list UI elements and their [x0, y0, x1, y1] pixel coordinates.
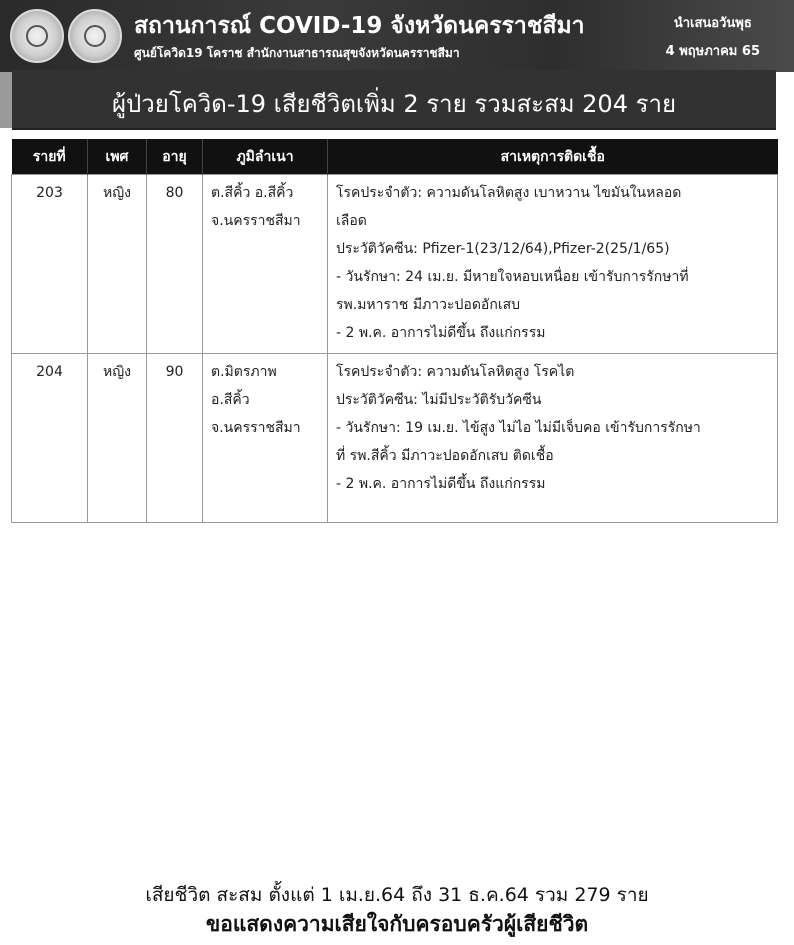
case-number: 203: [12, 175, 88, 354]
sex-cell: หญิง: [88, 354, 147, 523]
cause-cell: [328, 175, 778, 354]
presented-date-block: [666, 12, 760, 68]
domicile-cell: [203, 175, 328, 354]
provincial-seal-logo: [10, 9, 64, 63]
presented-label: นำเสนอวันพุธ: [673, 16, 752, 31]
table-row: [12, 354, 778, 523]
ministry-of-public-health-logo: [68, 9, 122, 63]
deaths-table: [11, 139, 778, 523]
cause-cell: [328, 354, 778, 523]
presented-date: 4 พฤษภาคม 65: [665, 44, 760, 59]
detail-line: - วันรักษา: 19 เม.ย. ไข้สูง ไม่ไอ ไม่มีเจ็บคอ เข้ารับการรักษา: [336, 420, 701, 436]
col-header-cause: สาเหตุการติดเชื้อ: [328, 139, 778, 175]
domicile-cell: [203, 354, 328, 523]
detail-line: - วันรักษา: 24 เม.ย. มีหายใจหอบเหนื่อย เข้ารับการรักษาที่: [336, 269, 689, 285]
col-header-age: อายุ: [147, 139, 203, 175]
detail-line: โรคประจำตัว: ความดันโลหิตสูง โรคไต: [336, 364, 575, 380]
header-bar: [0, 0, 794, 72]
domicile-line: จ.นครราชสีมา: [211, 213, 301, 229]
domicile-line: ต.สีคิ้ว อ.สีคิ้ว: [211, 185, 294, 201]
case-number: 204: [12, 354, 88, 523]
detail-line: รพ.มหาราช มีภาวะปอดอักเสบ: [336, 297, 521, 313]
detail-line: ประวัติวัคซีน: ไม่มีประวัติรับวัคซีน: [336, 392, 542, 408]
table-header-row: [12, 139, 778, 175]
page-subtitle: ศูนย์โควิด19 โคราช สำนักงานสาธารณสุขจังหวัดนครราชสีมา: [134, 46, 460, 60]
detail-line: เลือด: [336, 213, 367, 229]
col-header-sex: เพศ: [88, 139, 147, 175]
headline-banner: [12, 70, 776, 128]
page-title: สถานการณ์ COVID-19 จังหวัดนครราชสีมา: [134, 13, 585, 39]
sex-cell: หญิง: [88, 175, 147, 354]
side-strip: [0, 72, 12, 128]
col-header-case: รายที่: [12, 139, 88, 175]
cumulative-deaths-note: เสียชีวิต สะสม ตั้งแต่ 1 เม.ย.64 ถึง 31 ธ.ค.64 รวม 279 ราย: [145, 884, 649, 906]
domicile-line: อ.สีคิ้ว: [211, 392, 250, 408]
detail-line: - 2 พ.ค. อาการไม่ดีขึ้น ถึงแก่กรรม: [336, 476, 546, 492]
age-cell: 90: [147, 354, 203, 523]
detail-line: - 2 พ.ค. อาการไม่ดีขึ้น ถึงแก่กรรม: [336, 325, 546, 341]
headline-text: ผู้ป่วยโควิด-19 เสียชีวิตเพิ่ม 2 ราย รวมสะสม 204 ราย: [111, 90, 677, 118]
table-row: [12, 175, 778, 354]
domicile-line: จ.นครราชสีมา: [211, 420, 301, 436]
domicile-line: ต.มิตรภาพ: [211, 364, 277, 380]
detail-line: ที่ รพ.สีคิ้ว มีภาวะปอดอักเสบ ติดเชื้อ: [336, 448, 554, 464]
age-cell: 80: [147, 175, 203, 354]
col-header-domicile: ภูมิลำเนา: [203, 139, 328, 175]
condolence-message: ขอแสดงความเสียใจกับครอบครัวผู้เสียชีวิต: [205, 912, 589, 936]
detail-line: ประวัติวัคซีน: Pfizer-1(23/12/64),Pfizer-2(25/1/65): [336, 241, 670, 257]
detail-line: โรคประจำตัว: ความดันโลหิตสูง เบาหวาน ไขมันในหลอด: [336, 185, 682, 201]
